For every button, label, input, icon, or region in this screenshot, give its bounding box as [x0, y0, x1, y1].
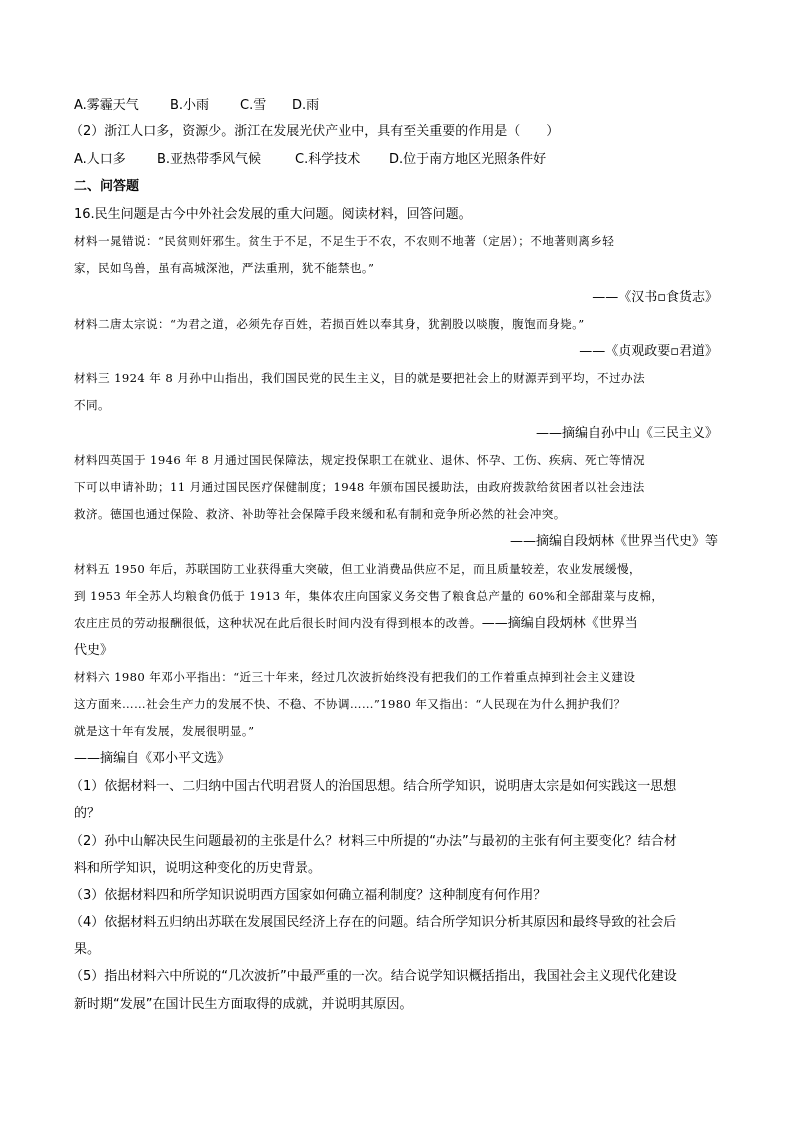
material-5-line-3 — [74, 614, 638, 633]
material-1-line-2: 家，民如鸟兽，虽有高城深池，严法重刑，犹不能禁也。” — [74, 261, 375, 275]
material-6-line-3: 就是这十年有发展，发展很明显。” — [74, 724, 255, 738]
question-2-line-2: 料和所学知识，说明这种变化的历史背景。 — [74, 861, 322, 876]
material-3-line-2: 不同。 — [74, 398, 110, 412]
option-c: C.科学技术 — [295, 152, 361, 167]
question-4-line-2: 果。 — [74, 942, 101, 957]
material-1-source: ——《汉书▫食货志》 — [592, 290, 718, 305]
question-1-line-1: （1）依据材料一、二归纳中国古代明君贤人的治国思想。结合所学知识，说明唐太宗是如何实践这一思想 — [70, 779, 677, 794]
q16-intro: 16.民生问题是古今中外社会发展的重大问题。阅读材料，回答问题。 — [74, 207, 472, 222]
option-d: D.雨 — [292, 98, 320, 113]
material-6-source: ——摘编自《邓小平文选》 — [74, 751, 231, 766]
material-2-source: ——《贞观政要▫君道》 — [579, 344, 718, 359]
question-4-line-1: （4）依据材料五归纳出苏联在发展国民经济上存在的问题。结合所学知识分析其原因和最终导致的社会后 — [70, 915, 677, 930]
option-b: B.小雨 — [170, 98, 210, 113]
q15-sub2-stem: （2）浙江人口多，资源少。浙江在发展光伏产业中，具有至关重要的作用是（ ） — [70, 124, 560, 139]
material-3-source: ——摘编自孙中山《三民主义》 — [535, 426, 718, 441]
material-4-source: ——摘编自段炳林《世界当代史》等 — [509, 534, 718, 549]
q15-sub2-options — [74, 150, 546, 169]
material-2-line-1: 材料二唐太宗说：“为君之道，必须先存百姓，若损百姓以奉其身，犹割股以啖腹，腹饱而身毙。” — [74, 317, 585, 331]
material-4-line-3: 救济。德国也通过保险、救济、补助等社会保障手段来缓和私有制和竞争所必然的社会冲突。 — [74, 507, 566, 521]
section-title: 二、问答题 — [74, 179, 140, 194]
option-d: D.位于南方地区光照条件好 — [389, 152, 547, 167]
material-6-line-1: 材料六 1980 年邓小平指出：“近三十年来，经过几次波折始终没有把我们的工作着重点掉到社会主义建设 — [74, 670, 636, 684]
material-5-line-1: 材料五 1950 年后，苏联国防工业获得重大突破，但工业消费品供应不足，而且质量较差，农业发展缓慢， — [74, 562, 642, 576]
question-2-line-1: （2）孙中山解决民生问题最初的主张是什么？材料三中所提的“办法”与最初的主张有何主要变化？结合材 — [70, 834, 677, 849]
question-3-line-1: （3）依据材料四和所学知识说明西方国家如何确立福利制度？这种制度有何作用？ — [70, 888, 547, 903]
material-5-source: ——摘编自段炳林《世界当 — [481, 616, 638, 631]
question-1-line-2: 的？ — [74, 806, 101, 821]
option-a: A.雾霾天气 — [74, 98, 139, 113]
material-5-source-cont: 代史》 — [74, 643, 114, 658]
material-3-line-1: 材料三 1924 年 8 月孙中山指出，我们国民党的民生主义，目的就是要把社会上的财源弄到平均，不过办法 — [74, 371, 645, 385]
material-5-line-3-text: 农庄庄员的劳动报酬很低，这种状况在此后很长时间内没有得到根本的改善。 — [74, 616, 482, 630]
material-4-line-2: 下可以申请补助；11 月通过国民医疗保健制度；1948 年颁布国民援助法，由政府拨款给贫困者以社会违法 — [74, 480, 645, 494]
option-c: C.雪 — [240, 98, 267, 113]
q15-sub1-options — [74, 96, 319, 115]
option-b: B.亚热带季风气候 — [157, 152, 262, 167]
material-4-line-1: 材料四英国于 1946 年 8 月通过国民保障法，规定投保职工在就业、退休、怀孕、工伤、疾病、死亡等情况 — [74, 453, 645, 467]
material-5-line-2: 到 1953 年全苏人均粮食仍低于 1913 年，集体农庄向国家义务交售了粮食总产量的 60%和全部甜菜与皮棉， — [74, 589, 664, 603]
material-1-line-1: 材料一晁错说：“民贫则奸邪生。贫生于不足，不足生于不农，不农则不地著（定居）；不地著则离乡轻 — [74, 234, 615, 248]
material-6-line-2: 这方面来……社会生产力的发展不快、不稳、不协调……”1980 年又指出：“人民现在为什么拥护我们？ — [74, 697, 626, 711]
question-5-line-1: （5）指出材料六中所说的“几次波折”中最严重的一次。结合说学知识概括指出，我国社会主义现代化建设 — [70, 969, 677, 984]
question-5-line-2: 新时期“发展”在国计民生方面取得的成就，并说明其原因。 — [74, 997, 413, 1012]
option-a: A.人口多 — [74, 152, 126, 167]
